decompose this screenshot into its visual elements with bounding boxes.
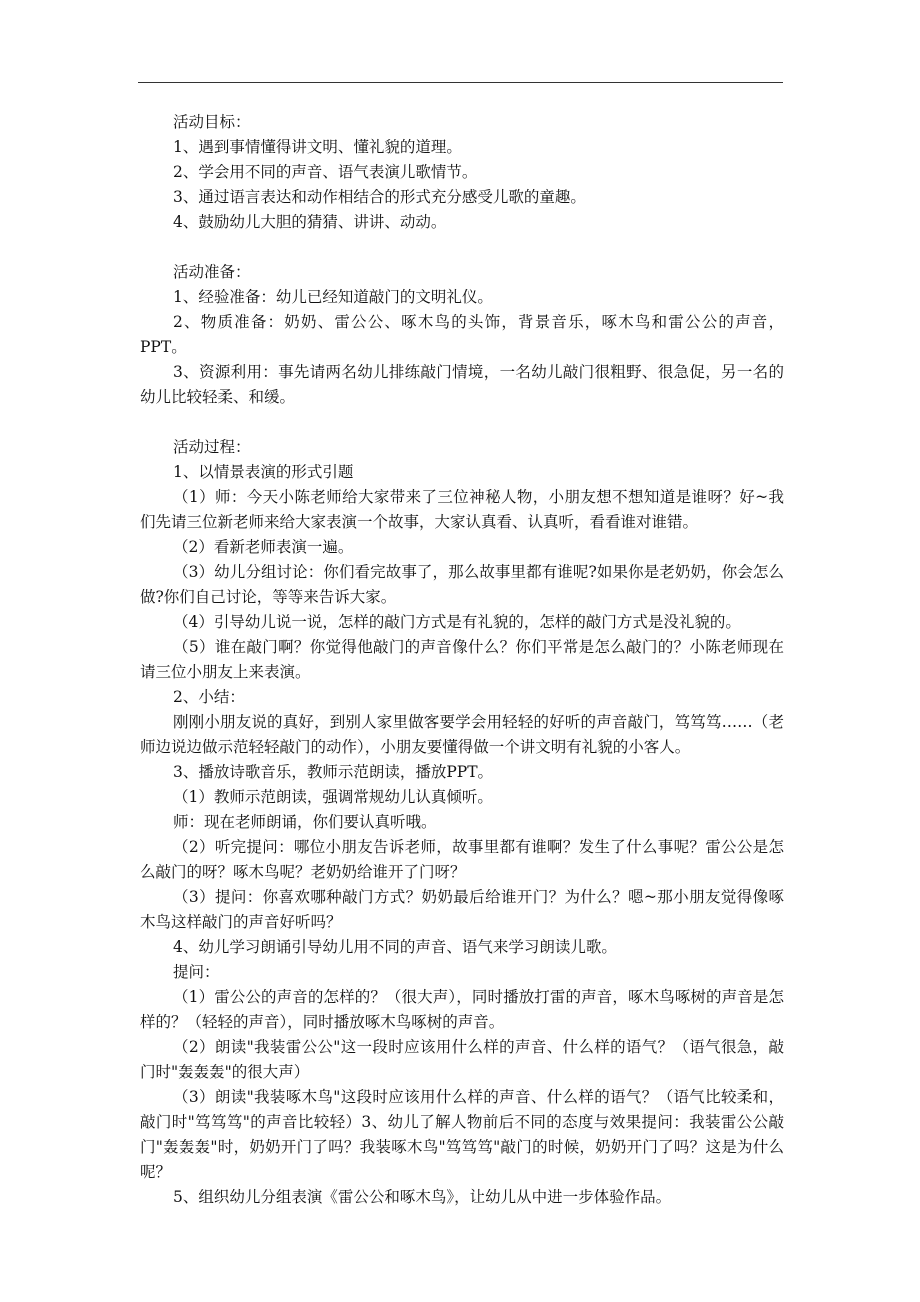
process-item: 5、组织幼儿分组表演《雷公公和啄木鸟》，让幼儿从中进一步体验作品。	[173, 1188, 672, 1206]
process-heading: 活动过程：	[173, 438, 251, 456]
header-rule	[138, 82, 783, 83]
goal-item: 2、学会用不同的声音、语气表演儿歌情节。	[173, 163, 478, 181]
process-item: 4、幼儿学习朗诵引导幼儿用不同的声音、语气来学习朗读儿歌。	[173, 938, 617, 956]
prep-item: 2、物质准备：奶奶、雷公公、啄木鸟的头饰，背景音乐，啄木鸟和雷公公的声音，PPT。	[140, 313, 784, 356]
goal-item: 1、遇到事情懂得讲文明、懂礼貌的道理。	[173, 138, 462, 156]
document-body	[140, 110, 784, 1210]
process-item: 刚刚小朋友说的真好，到别人家里做客要学会用轻轻的好听的声音敲门，笃笃笃……（老师边说边做示范轻轻敲门的动作），小朋友要懂得做一个讲文明有礼貌的小客人。	[140, 713, 784, 756]
process-item: （3）提问：你喜欢哪种敲门方式？奶奶最后给谁开门？为什么？嗯~那小朋友觉得像啄木鸟这样敲门的声音好听吗？	[140, 888, 784, 931]
process-item: （3）幼儿分组讨论：你们看完故事了，那么故事里都有谁呢?如果你是老奶奶，你会怎么做?你们自己讨论，等等来告诉大家。	[140, 563, 784, 606]
process-item: 3、播放诗歌音乐，教师示范朗读，播放PPT。	[173, 763, 494, 781]
process-item: （2）朗读"我装雷公公"这一段时应该用什么样的声音、什么样的语气？（语气很急，敲门时"轰轰轰"的很大声）	[140, 1038, 784, 1081]
process-item: （1）教师示范朗读，强调常规幼儿认真倾听。	[173, 788, 493, 806]
prep-heading: 活动准备：	[173, 263, 251, 281]
process-item: （5）谁在敲门啊？你觉得他敲门的声音像什么？你们平常是怎么敲门的？小陈老师现在请三位小朋友上来表演。	[140, 638, 784, 681]
goals-heading: 活动目标：	[173, 113, 251, 131]
prep-item: 3、资源利用：事先请两名幼儿排练敲门情境，一名幼儿敲门很粗野、很急促，另一名的幼儿比较轻柔、和缓。	[140, 363, 784, 406]
prep-item: 1、经验准备：幼儿已经知道敲门的文明礼仪。	[173, 288, 493, 306]
goal-item: 4、鼓励幼儿大胆的猜猜、讲讲、动动。	[173, 213, 447, 231]
process-item: （3）朗读"我装啄木鸟"这段时应该用什么样的声音、什么样的语气？（语气比较柔和，敲门时"笃笃笃"的声音比较轻）3、幼儿了解人物前后不同的态度与效果提问：我装雷公公敲门"轰轰轰"时，奶奶开门了吗？我装啄木鸟"笃笃笃"敲门的时候，奶奶开门了吗？这是为什么呢？	[140, 1088, 784, 1181]
process-item: 1、以情景表演的形式引题	[173, 463, 354, 481]
process-item: （2）看新老师表演一遍。	[173, 538, 354, 556]
process-item: （2）听完提问：哪位小朋友告诉老师，故事里都有谁啊？发生了什么事呢？雷公公是怎么敲门的呀？啄木鸟呢？老奶奶给谁开了门呀？	[140, 838, 784, 881]
goal-item: 3、通过语言表达和动作相结合的形式充分感受儿歌的童趣。	[173, 188, 586, 206]
process-item: 2、小结：	[173, 688, 245, 706]
process-item: （1）雷公公的声音的怎样的？（很大声），同时播放打雷的声音，啄木鸟啄树的声音是怎样的？（轻轻的声音），同时播放啄木鸟啄树的声音。	[140, 988, 784, 1031]
process-item: 提问：	[173, 963, 220, 981]
process-item: 师：现在老师朗诵，你们要认真听哦。	[173, 813, 437, 831]
process-item: （1）师：今天小陈老师给大家带来了三位神秘人物，小朋友想不想知道是谁呀？好~我们先请三位新老师来给大家表演一个故事，大家认真看、认真听，看看谁对谁错。	[140, 488, 784, 531]
process-item: （4）引导幼儿说一说，怎样的敲门方式是有礼貌的，怎样的敲门方式是没礼貌的。	[173, 613, 741, 631]
